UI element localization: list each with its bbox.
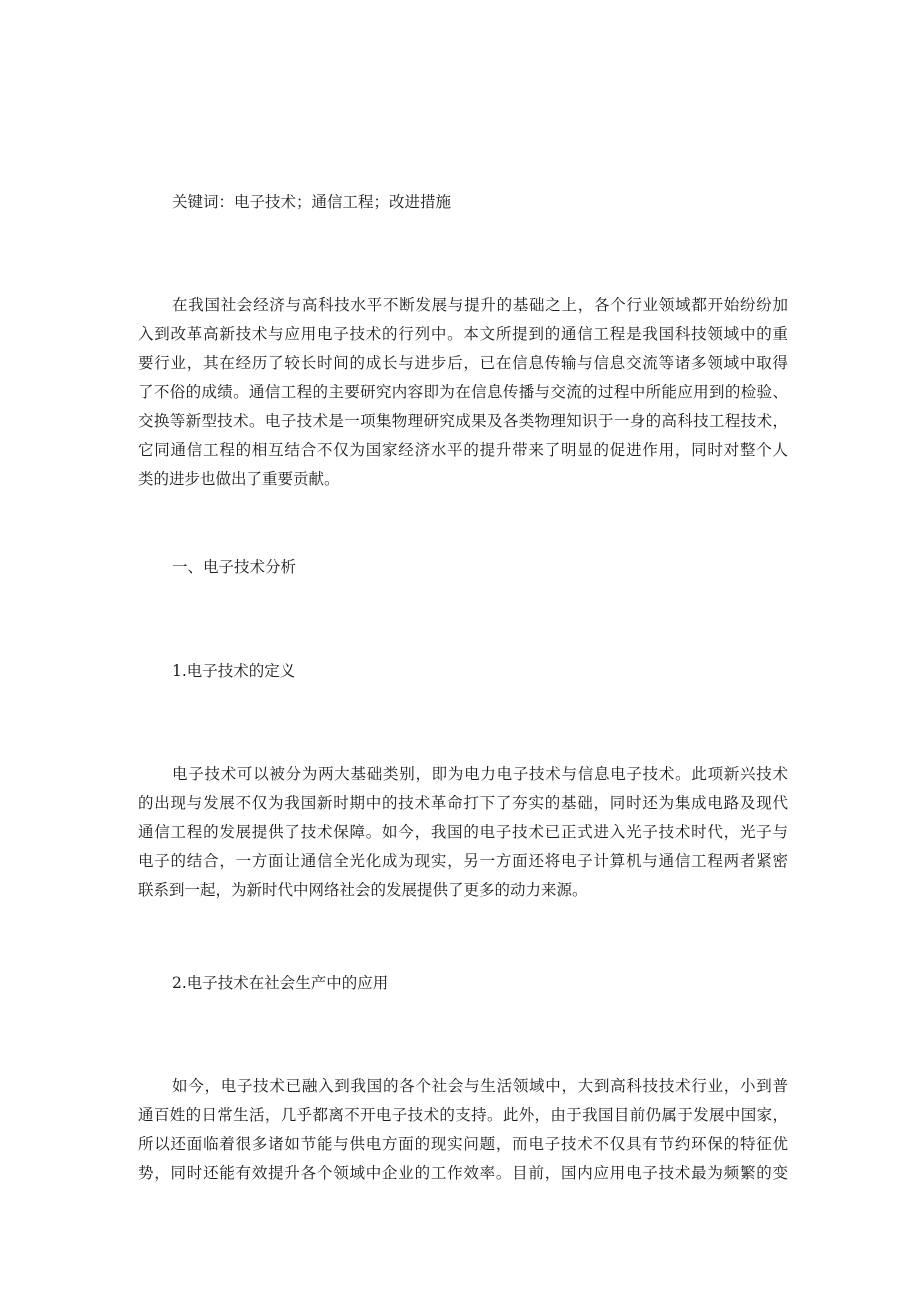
paragraph-line: 电子的结合，一方面让通信全光化成为现实，另一方面还将电子计算机与通信工程两者紧密 bbox=[138, 852, 788, 870]
paragraph-line: 势，同时还能有效提升各个领域中企业的工作效率。目前，国内应用电子技术最为频繁的变 bbox=[138, 1164, 788, 1182]
subsection-heading: 1.电子技术的定义 bbox=[172, 662, 296, 680]
paragraph-line: 通信工程的发展提供了技术保障。如今，我国的电子技术已正式进入光子技术时代，光子与 bbox=[138, 823, 788, 841]
section-heading: 一、电子技术分析 bbox=[172, 558, 297, 576]
paragraph-line: 交换等新型技术。电子技术是一项集物理研究成果及各类物理知识于一身的高科技工程技术， bbox=[138, 412, 788, 430]
paragraph-line: 通百姓的日常生活，几乎都离不开电子技术的支持。此外，由于我国目前仍属于发展中国家， bbox=[138, 1106, 788, 1124]
paragraph-line: 入到改革高新技术与应用电子技术的行列中。本文所提到的通信工程是我国科技领域中的重 bbox=[138, 325, 788, 343]
paragraph-line: 的出现与发展不仅为我国新时期中的技术革命打下了夯实的基础，同时还为集成电路及现代 bbox=[138, 794, 788, 812]
paragraph-line: 了不俗的成绩。通信工程的主要研究内容即为在信息传播与交流的过程中所能应用到的检验、 bbox=[138, 383, 788, 401]
subsection-heading: 2.电子技术在社会生产中的应用 bbox=[172, 974, 389, 992]
keywords-line: 关键词：电子技术；通信工程；改进措施 bbox=[172, 193, 452, 211]
paragraph-line: 联系到一起，为新时代中网络社会的发展提供了更多的动力来源。 bbox=[138, 881, 588, 899]
paragraph-line: 它同通信工程的相互结合不仅为国家经济水平的提升带来了明显的促进作用，同时对整个人 bbox=[138, 441, 788, 459]
paragraph-line: 类的进步也做出了重要贡献。 bbox=[138, 470, 340, 488]
paragraph-line: 在我国社会经济与高科技水平不断发展与提升的基础之上，各个行业领域都开始纷纷加 bbox=[172, 296, 788, 314]
paragraph-line: 所以还面临着很多诸如节能与供电方面的现实问题，而电子技术不仅具有节约环保的特征优 bbox=[138, 1135, 788, 1153]
paragraph-line: 如今，电子技术已融入到我国的各个社会与生活领域中，大到高科技技术行业，小到普 bbox=[172, 1077, 788, 1095]
paragraph-line: 电子技术可以被分为两大基础类别，即为电力电子技术与信息电子技术。此项新兴技术 bbox=[172, 765, 788, 783]
paragraph-line: 要行业，其在经历了较长时间的成长与进步后，已在信息传输与信息交流等诸多领域中取得 bbox=[138, 354, 788, 372]
